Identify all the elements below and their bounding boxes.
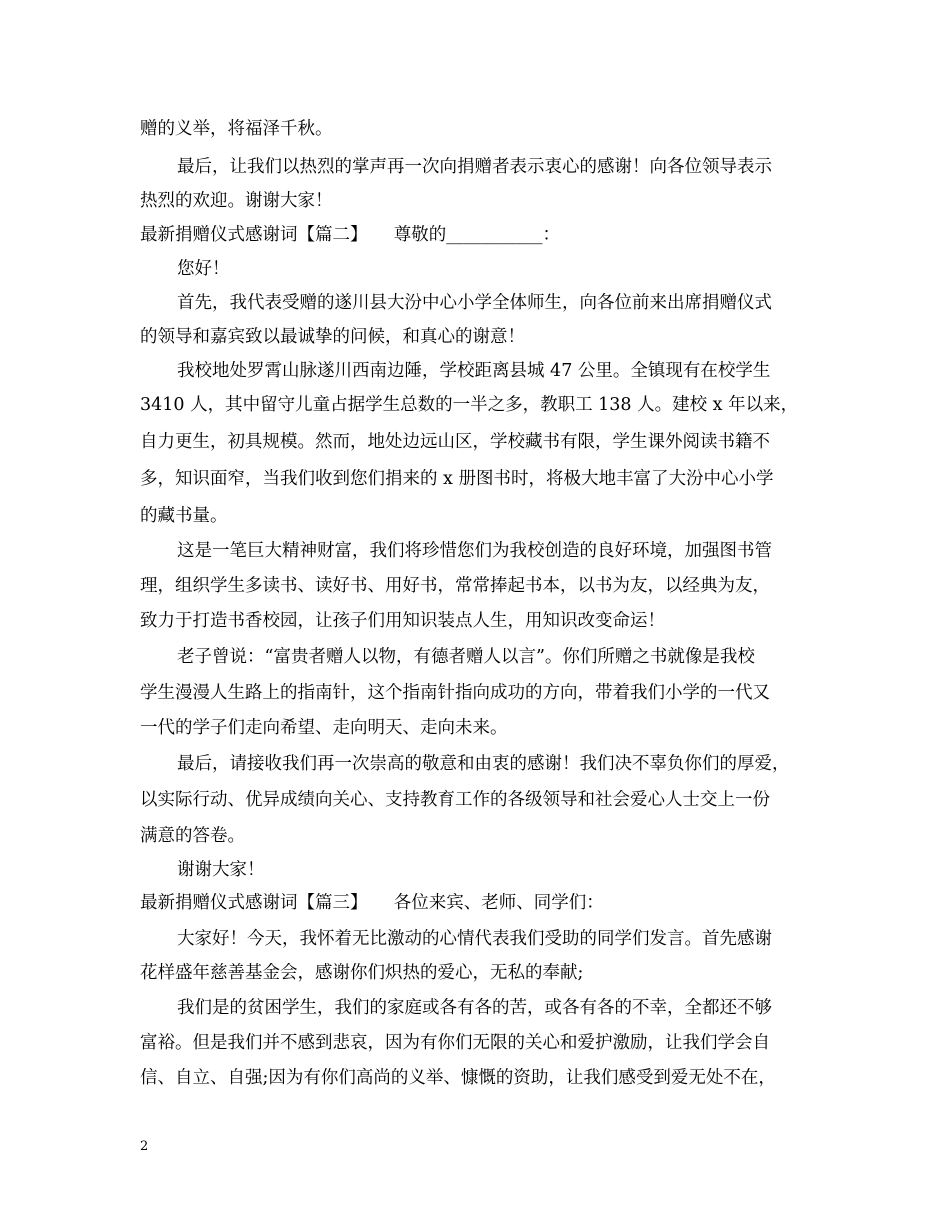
text-line: 老子曾说：“富贵者赠人以物，有德者赠人以言”。你们所赠之书就像是我校 — [177, 647, 755, 667]
text-line: 以实际行动、优异成绩向关心、支持教育工作的各级领导和社会爱心人士交上一份 — [140, 790, 770, 810]
text-line: 这是一笔巨大精神财富，我们将珍惜您们为我校创造的良好环境，加强图书管 — [177, 541, 772, 561]
text-line: 满意的答卷。 — [140, 826, 245, 846]
text-line: 致力于打造书香校园，让孩子们用知识装点人生，用知识改变命运！ — [140, 611, 665, 631]
text-line: 富裕。但是我们并不感到悲哀，因为有你们无限的关心和爱护激励，让我们学会自 — [140, 1033, 770, 1053]
text-line: 大家好！今天，我怀着无比激动的心情代表我们受助的同学们发言。首先感谢 — [177, 929, 772, 949]
section-heading: 最新捐赠仪式感谢词【篇三】 各位来宾、老师、同学们： — [140, 893, 604, 913]
text-line: 您好！ — [177, 259, 230, 279]
section-heading: 最新捐赠仪式感谢词【篇二】 尊敬的___________： — [140, 225, 560, 245]
text-line: 花样盛年慈善基金会，感谢你们炽热的爱心，无私的奉献; — [140, 963, 584, 983]
text-line: 我们是的贫困学生，我们的家庭或各有各的苦，或各有各的不幸，全都还不够 — [177, 998, 772, 1018]
text-line: 赠的义举，将福泽千秋。 — [140, 119, 333, 139]
text-line: 自力更生，初具规模。然而，地处边远山区，学校藏书有限，学生课外阅读书籍不 — [140, 432, 770, 452]
text-line: 的藏书量。 — [140, 506, 228, 526]
text-line: 我校地处罗霄山脉遂川西南边陲，学校距离县城 47 公里。全镇现有在校学生 — [177, 361, 771, 381]
text-line: 的领导和嘉宾致以最诚挚的问候，和真心的谢意！ — [140, 327, 525, 347]
text-line: 信、自立、自强;因为有你们高尚的义举、慷慨的资助，让我们感受到爱无处不在， — [140, 1068, 776, 1088]
page-number: 2 — [140, 1139, 149, 1154]
text-line: 最后，请接收我们再一次崇高的敬意和由衷的感谢！我们决不辜负你们的厚爱， — [177, 754, 790, 774]
text-line: 学生漫漫人生路上的指南针，这个指南针指向成功的方向，带着我们小学的一代又 — [140, 683, 770, 703]
text-line: 首先，我代表受赠的遂川县大汾中心小学全体师生，向各位前来出席捐赠仪式 — [177, 293, 772, 313]
text-line: 热烈的欢迎。谢谢大家！ — [140, 191, 333, 211]
text-line: 一代的学子们走向希望、走向明天、走向未来。 — [140, 718, 508, 738]
text-line: 3410 人，其中留守儿童占据学生总数的一半之多，教职工 138 人。建校 x 年以来， — [140, 395, 799, 415]
text-line: 最后，让我们以热烈的掌声再一次向捐赠者表示衷心的感谢！向各位领导表示 — [177, 157, 772, 177]
text-line: 理，组织学生多读书、读好书、用好书，常常捧起书本，以书为友，以经典为友， — [140, 576, 770, 596]
text-line: 多，知识面窄，当我们收到您们捐来的 x 册图书时，将极大地丰富了大汾中心小学 — [140, 469, 774, 489]
text-line: 谢谢大家！ — [177, 860, 265, 880]
